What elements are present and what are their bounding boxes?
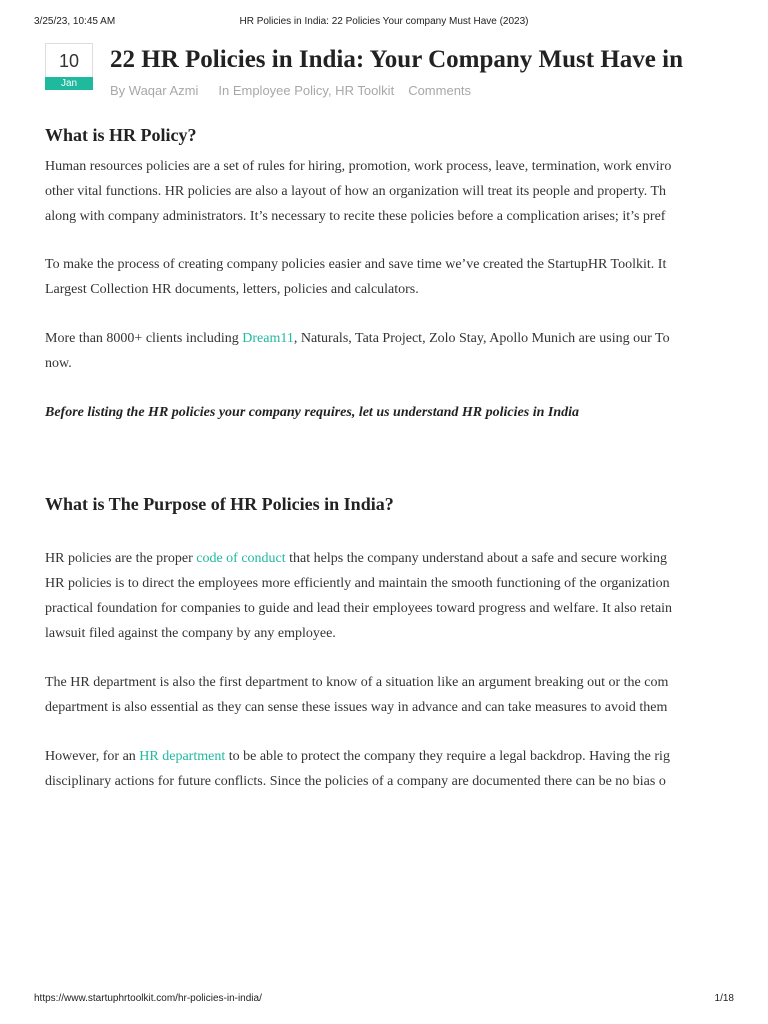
post-author-link[interactable]: By Waqar Azmi [110,83,199,98]
post-date-day: 10 [45,43,93,77]
paragraph-line: practical foundation for companies to guide and lead their employees toward progress and welfare. It also retain [45,601,673,616]
paragraph-clients [45,326,734,376]
text-fragment: However, for an [45,749,140,764]
paragraph-line: The HR department is also the first department to know of a situation like an argument breaking out or the com [45,675,669,690]
paragraph-line: disciplinary actions for future conflicts. Since the policies of a company are documented there can be no bias o [45,774,666,789]
text-fragment: that helps the company understand about a safe and secure working [285,551,668,566]
lead-in-text: Before listing the HR policies your company requires, let us understand HR policies in India [45,405,579,420]
print-page-url: https://www.startuphrtoolkit.com/hr-policies-in-india/ [34,993,262,1004]
dream11-link[interactable]: Dream11 [242,331,294,346]
paragraph-line: now. [45,356,72,371]
paragraph-line: department is also essential as they can sense these issues way in advance and can take measures to avoid them [45,700,668,715]
post-comments-link[interactable]: Comments [408,83,472,98]
paragraph-line: To make the process of creating company policies easier and save time we’ve created the StartupHR Toolkit. It [45,257,667,272]
text-fragment: , Naturals, Tata Project, Zolo Stay, Apollo Munich are using our To [293,331,670,346]
print-page-number: 1/18 [714,993,734,1004]
post-date-month: Jan [45,77,93,90]
hr-department-link[interactable]: HR department [139,749,226,764]
post-title: 22 HR Policies in India: Your Company Must Have in [110,46,683,73]
print-datetime: 3/25/23, 10:45 AM [34,16,116,27]
paragraph-line: other vital functions. HR policies are also a layout of how an organization will treat its people and property. Th [45,184,667,199]
paragraph-line [45,744,734,769]
paragraph-line: along with company administrators. It’s necessary to recite these policies before a complication arises; it’s pref [45,209,666,224]
code-of-conduct-link[interactable]: code of conduct [196,551,286,566]
paragraph-line [45,546,734,571]
section-heading-purpose-of-hr-policies: What is The Purpose of HR Policies in India? [45,494,394,514]
paragraph-hr-department-role [45,670,734,720]
text-fragment: HR policies are the proper [45,551,197,566]
post-categories-link[interactable]: In Employee Policy, HR Toolkit [218,83,395,98]
print-page-title: HR Policies in India: 22 Policies Your company Must Have (2023) [239,16,529,27]
paragraph-code-of-conduct [45,546,734,646]
paragraph-line: lawsuit filed against the company by any employee. [45,626,336,641]
text-fragment: to be able to protect the company they require a legal backdrop. Having the rig [225,749,670,764]
paragraph-hr-policy-definition [45,154,734,229]
post-meta [110,82,471,100]
paragraph-legal-backdrop [45,744,734,794]
section-heading-what-is-hr-policy: What is HR Policy? [45,125,197,145]
paragraph-line: HR policies is to direct the employees more efficiently and maintain the smooth functioning of the organization [45,576,670,591]
paragraph-line [45,326,734,351]
print-footer [0,993,768,1007]
paragraph-line: Largest Collection HR documents, letters, policies and calculators. [45,282,419,297]
text-fragment: More than 8000+ clients including [45,331,243,346]
paragraph-startuphr-toolkit [45,252,734,302]
post-date-badge [45,43,93,90]
paragraph-line: Human resources policies are a set of rules for hiring, promotion, work process, leave, termination, work enviro [45,159,672,174]
